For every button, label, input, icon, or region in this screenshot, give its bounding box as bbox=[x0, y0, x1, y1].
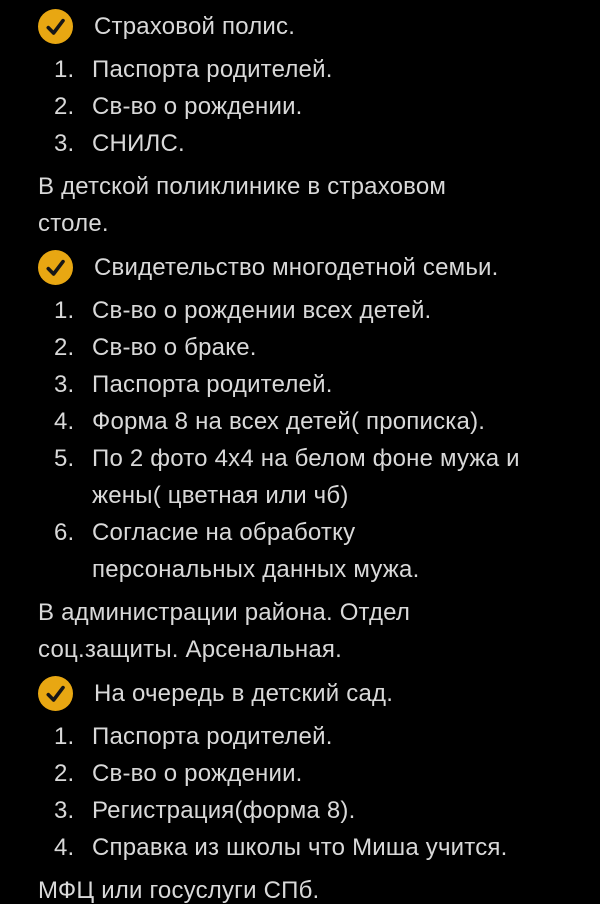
list-item-text bbox=[92, 366, 574, 403]
list-item bbox=[38, 718, 574, 755]
list-item bbox=[38, 329, 574, 366]
text-line: Паспорта родителей. bbox=[92, 371, 333, 398]
list-item-text bbox=[92, 829, 574, 866]
checklist-item-label: На очередь в детский сад. bbox=[94, 679, 394, 707]
list-item-text bbox=[92, 514, 574, 588]
list-item-number: 5. bbox=[54, 445, 75, 472]
checked-checkbox-icon[interactable] bbox=[38, 250, 73, 285]
checked-checkbox-icon[interactable] bbox=[38, 676, 73, 711]
text-line: СНИЛС. bbox=[92, 130, 185, 157]
checkmark-icon bbox=[38, 250, 73, 285]
text-line: В детской поликлинике в страховом bbox=[38, 173, 447, 200]
list-item-number: 3. bbox=[54, 797, 75, 824]
text-line: Св-во о браке. bbox=[92, 334, 257, 361]
list-item-text bbox=[92, 792, 574, 829]
ordered-list bbox=[38, 51, 574, 162]
checkmark-icon bbox=[38, 676, 73, 711]
list-item-number: 6. bbox=[54, 519, 75, 546]
text-line: соц.защиты. Арсенальная. bbox=[38, 636, 342, 663]
text-line: Св-во о рождении. bbox=[92, 93, 303, 120]
list-item-number: 2. bbox=[54, 334, 75, 361]
list-item-number: 3. bbox=[54, 371, 75, 398]
checklist-item[interactable] bbox=[38, 248, 574, 286]
list-item bbox=[38, 125, 574, 162]
list-item bbox=[38, 292, 574, 329]
list-item-number: 1. bbox=[54, 56, 75, 83]
text-line: Регистрация(форма 8). bbox=[92, 797, 356, 824]
list-item bbox=[38, 829, 574, 866]
list-item bbox=[38, 88, 574, 125]
paragraph bbox=[38, 594, 574, 668]
list-item-text bbox=[92, 718, 574, 755]
checklist-item-label: Страховой полис. bbox=[94, 12, 296, 40]
list-item-text bbox=[92, 88, 574, 125]
text-line: Паспорта родителей. bbox=[92, 723, 333, 750]
paragraph bbox=[38, 872, 574, 904]
list-item-number: 4. bbox=[54, 834, 75, 861]
checklist-item[interactable] bbox=[38, 674, 574, 712]
paragraph bbox=[38, 168, 574, 242]
list-item-number: 4. bbox=[54, 408, 75, 435]
list-item-number: 2. bbox=[54, 93, 75, 120]
list-item-text bbox=[92, 403, 574, 440]
list-item-text bbox=[92, 125, 574, 162]
list-item-number: 1. bbox=[54, 723, 75, 750]
text-line: Св-во о рождении всех детей. bbox=[92, 297, 432, 324]
list-item bbox=[38, 514, 574, 588]
text-line: Св-во о рождении. bbox=[92, 760, 303, 787]
text-line: персональных данных мужа. bbox=[92, 556, 420, 583]
text-line: Согласие на обработку bbox=[92, 519, 356, 546]
list-item-text bbox=[92, 51, 574, 88]
text-line: В администрации района. Отдел bbox=[38, 599, 411, 626]
text-line: Справка из школы что Миша учится. bbox=[92, 834, 508, 861]
checklist-item[interactable] bbox=[38, 7, 574, 45]
ordered-list bbox=[38, 292, 574, 588]
list-item bbox=[38, 792, 574, 829]
list-item-text bbox=[92, 292, 574, 329]
list-item-text bbox=[92, 440, 574, 514]
text-line: Паспорта родителей. bbox=[92, 56, 333, 83]
text-line: столе. bbox=[38, 210, 109, 237]
list-item bbox=[38, 366, 574, 403]
list-item-number: 1. bbox=[54, 297, 75, 324]
list-item bbox=[38, 403, 574, 440]
list-item bbox=[38, 51, 574, 88]
text-line: МФЦ или госуслуги СПб. bbox=[38, 877, 320, 904]
list-item bbox=[38, 755, 574, 792]
list-item bbox=[38, 440, 574, 514]
checkmark-icon bbox=[38, 9, 73, 44]
ordered-list bbox=[38, 718, 574, 866]
list-item-number: 3. bbox=[54, 130, 75, 157]
text-line: По 2 фото 4х4 на белом фоне мужа и bbox=[92, 445, 520, 472]
list-item-number: 2. bbox=[54, 760, 75, 787]
text-line: Форма 8 на всех детей( прописка). bbox=[92, 408, 486, 435]
list-item-text bbox=[92, 755, 574, 792]
checklist-item-label: Свидетельство многодетной семьи. bbox=[94, 253, 499, 281]
text-line: жены( цветная или чб) bbox=[92, 482, 349, 509]
checked-checkbox-icon[interactable] bbox=[38, 9, 73, 44]
list-item-text bbox=[92, 329, 574, 366]
